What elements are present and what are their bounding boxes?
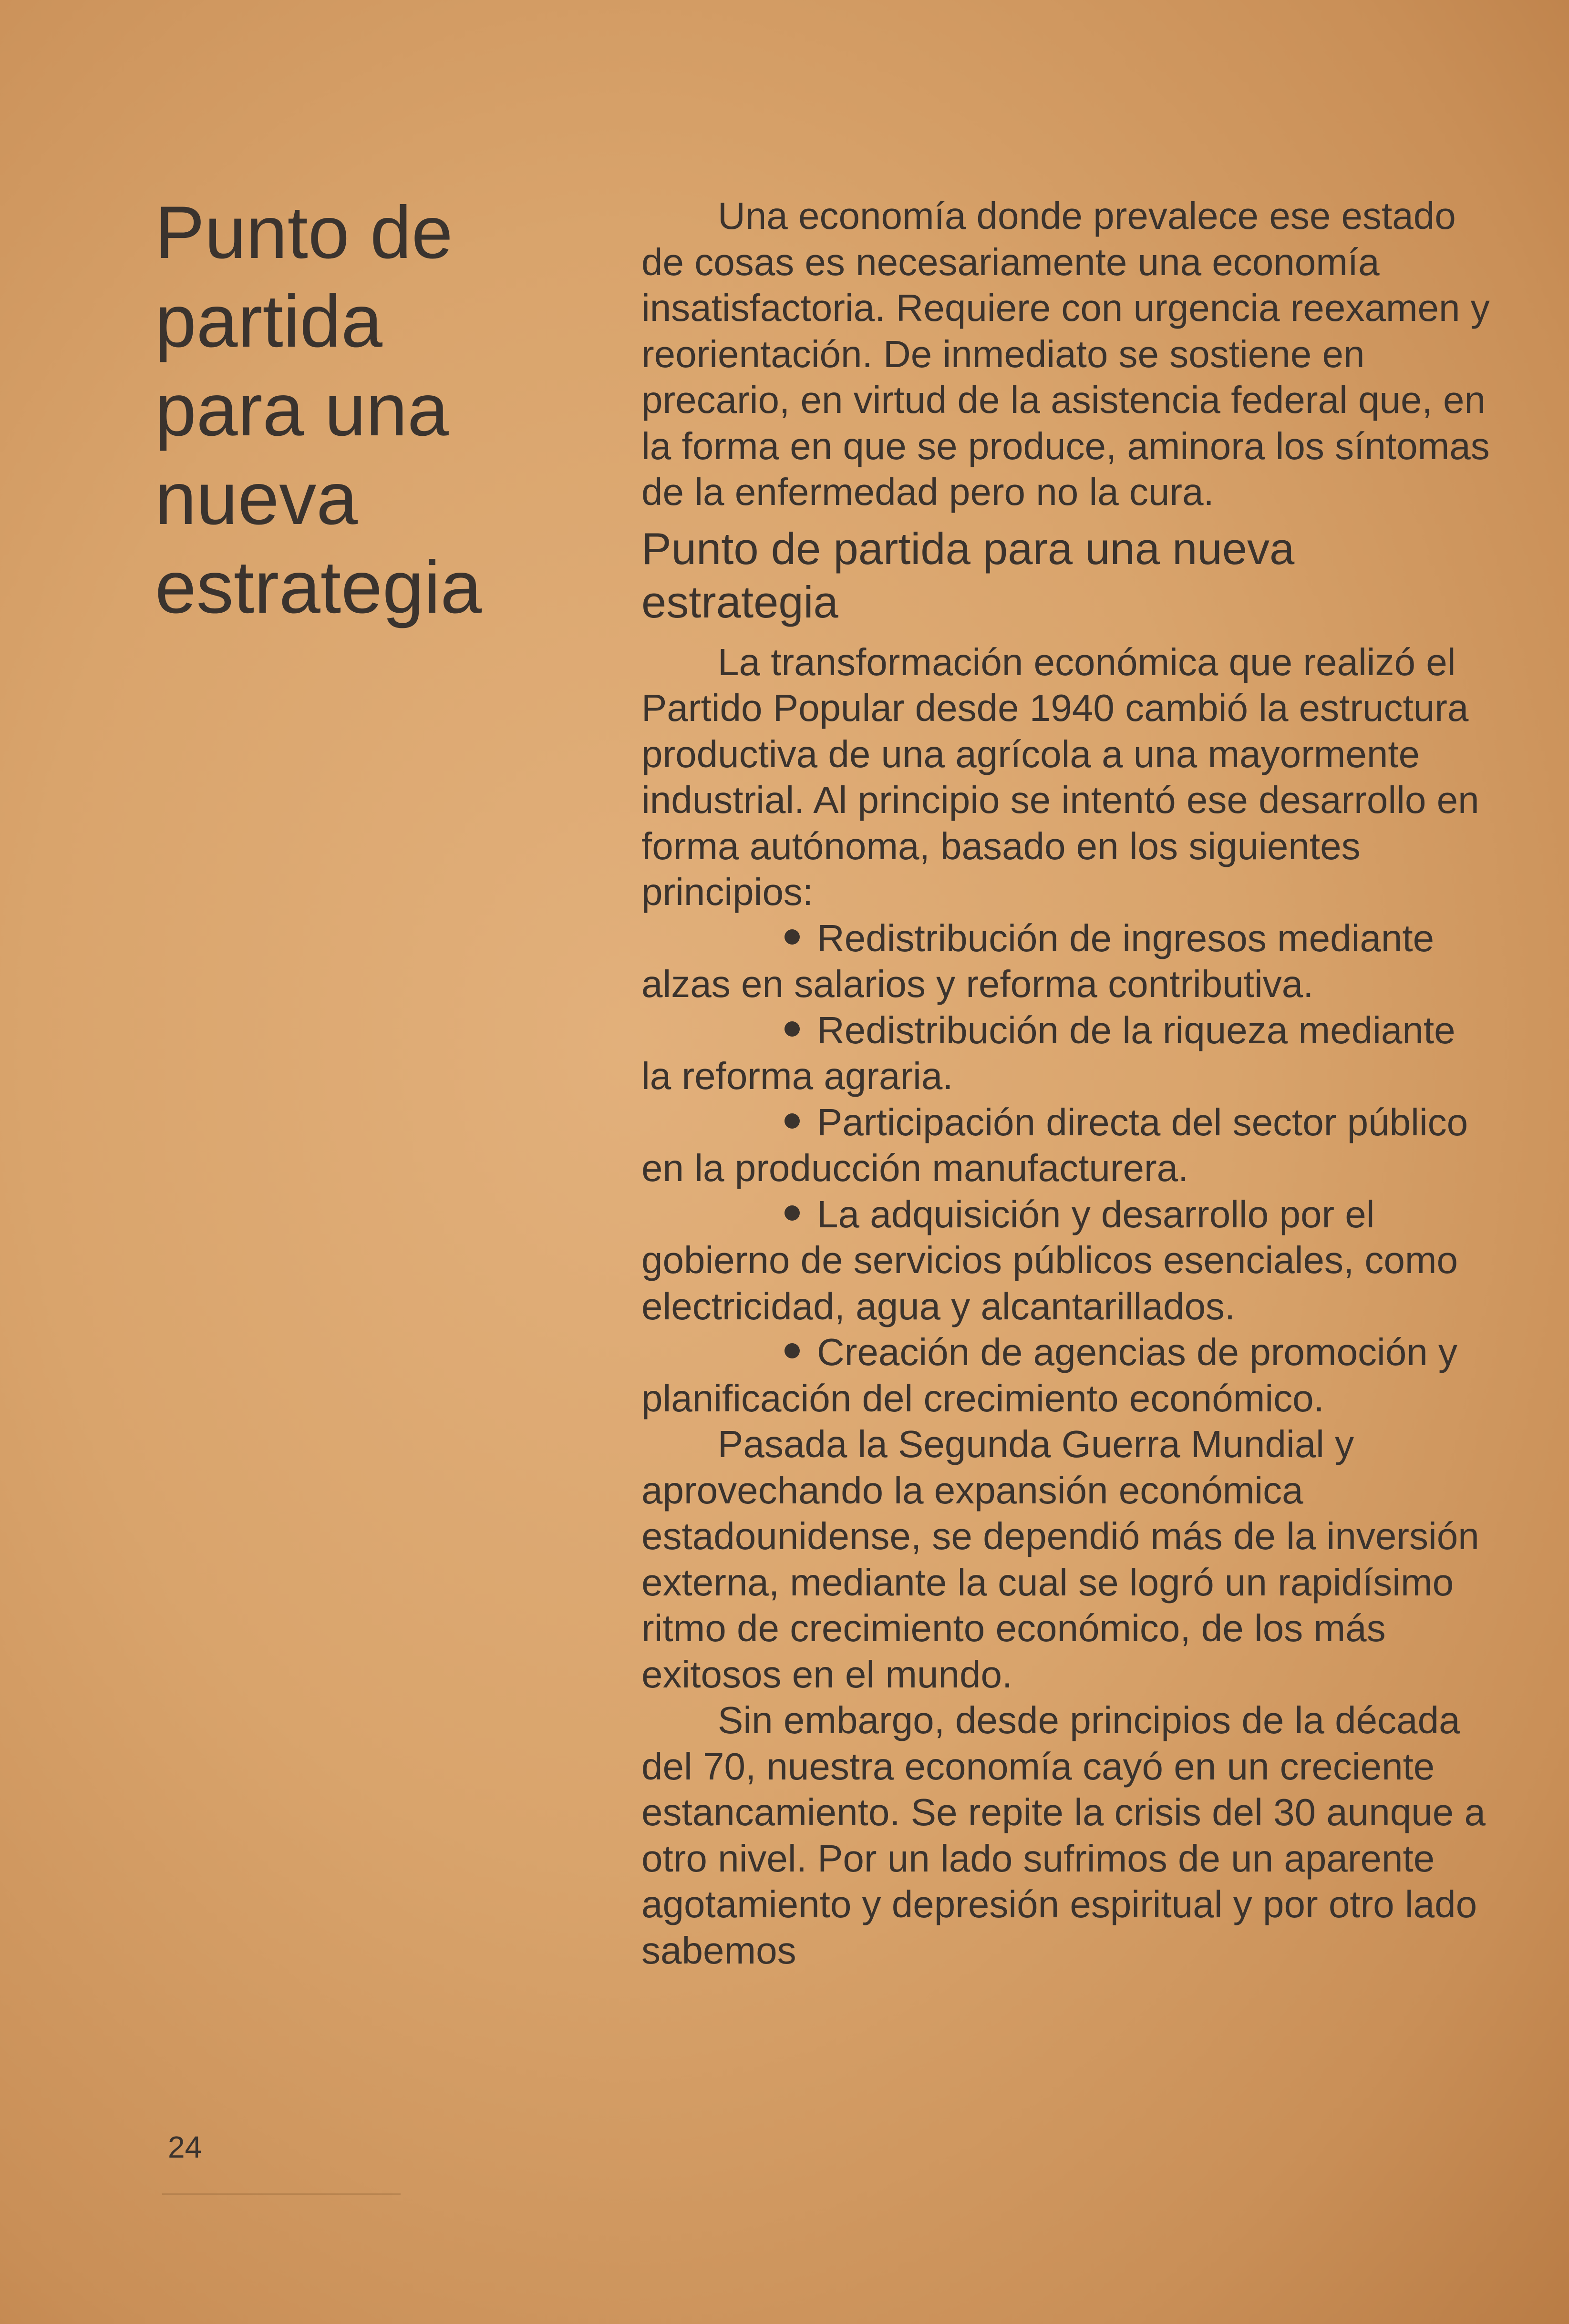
title-line: partida [155,280,382,363]
bullet-item [641,1192,1490,1330]
page-title [155,188,537,632]
bullet-icon [784,1205,800,1221]
bullet-text: Participación directa del sector público en la producción manufacturera. [641,1100,1468,1189]
body-column [641,193,1490,1974]
title-line: nueva [155,457,358,540]
bullet-text: Redistribución de la riqueza mediante la reforma agraria. [641,1008,1455,1097]
paragraph: Pasada la Segunda Guerra Mundial y aprovechando la expansión económica estadounidense, se dependió más de la inversión externa, mediante la cual se logró un rapidísimo ritmo de crecimiento económico, de los más exitosos en el mundo. [641,1423,1479,1696]
bullet-item [641,915,1490,1008]
title-line: Punto de [155,191,453,274]
bullet-icon [784,929,800,945]
bullet-item [641,1329,1490,1421]
title-line: para una [155,369,449,452]
footer-divider [162,2193,401,2195]
bullet-text: Redistribución de ingresos mediante alzas en salarios y reforma contributiva. [641,916,1435,1005]
bullet-item [641,1100,1490,1192]
bullet-icon [784,1021,800,1037]
bullet-item [641,1008,1490,1100]
page-number: 24 [168,2130,202,2164]
bullet-text: La adquisición y desarrollo por el gobierno de servicios públicos esenciales, como electricidad, agua y alcantarillados. [641,1193,1458,1327]
paragraph: La transformación económica que realizó el Partido Popular desde 1940 cambió la estructura productiva de una agrícola a una mayormente industrial. Al principio se intentó ese desarrollo en forma autónoma, basado en los siguientes principios: [641,640,1479,913]
section-heading: Punto de partida para una nueva estrategia [641,523,1295,627]
paragraph: Sin embargo, desde principios de la década del 70, nuestra economía cayó en un creciente estancamiento. Se repite la crisis del 30 aunque a otro nivel. Por un lado sufrimos de un aparente agotamiento y depresión espiritual y por otro lado sabemos [641,1699,1486,1972]
bullet-text: Creación de agencias de promoción y planificación del crecimiento económico. [641,1331,1458,1419]
title-line: estrategia [155,546,482,629]
paragraph: Una economía donde prevalece ese estado de cosas es necesariamente una economía insatisfactoria. Requiere con urgencia reexamen y reorientación. De inmediato se sostiene en precario, en virtud de la asistencia federal que, en la forma en que se produce, aminora los síntomas de la enfermedad pero no la cura. [641,195,1490,513]
bullet-icon [784,1113,800,1129]
bullet-icon [784,1343,800,1358]
